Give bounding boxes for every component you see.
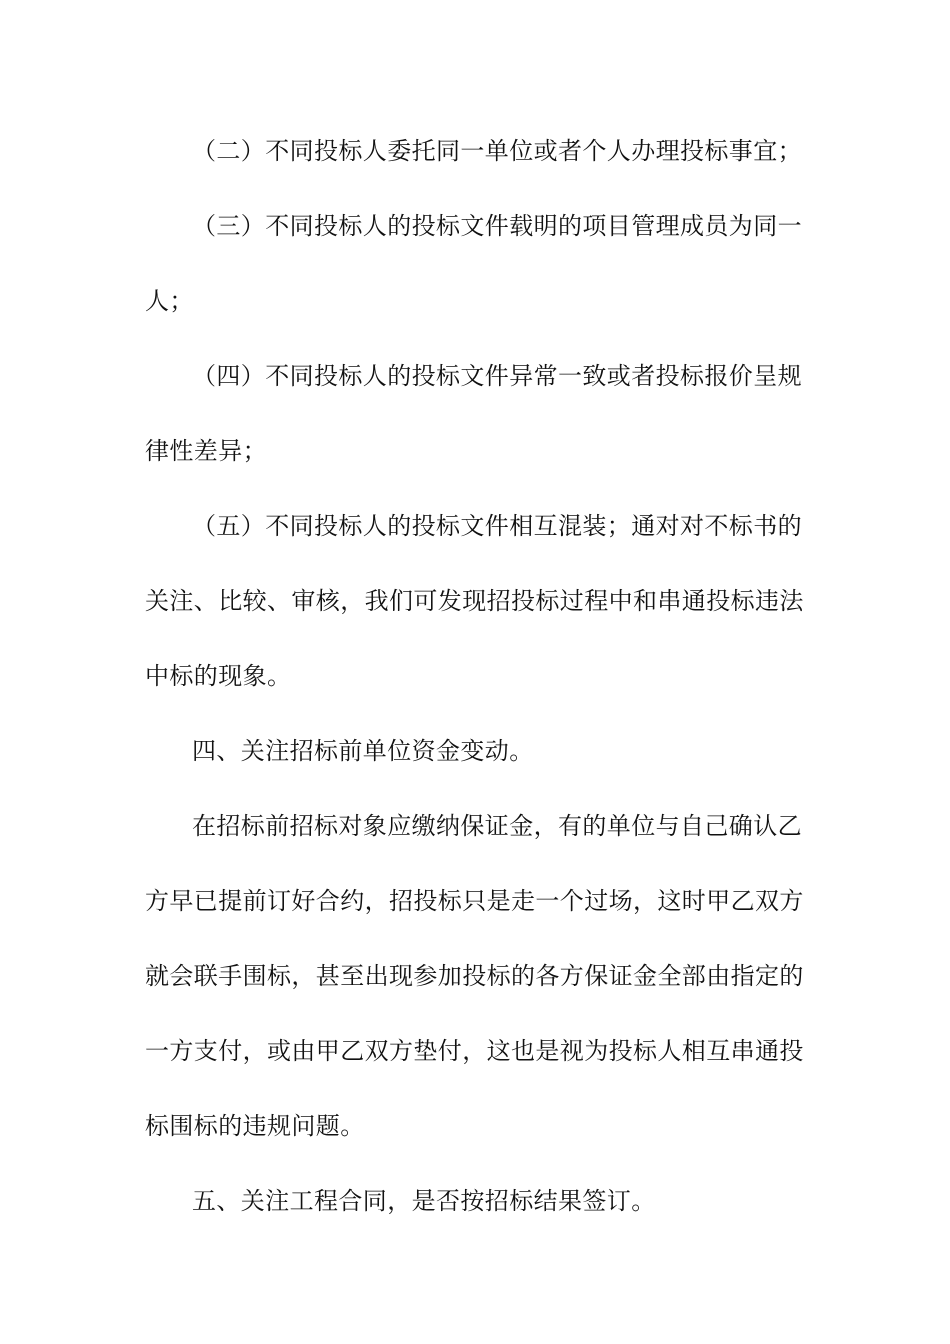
paragraph-line: （三）不同投标人的投标文件载明的项目管理成员为同一 xyxy=(192,212,802,240)
section-heading: 五、关注工程合同，是否按招标结果签订。 xyxy=(192,1187,656,1215)
paragraph-line: 方早已提前订好合约，招投标只是走一个过场，这时甲乙双方 xyxy=(145,887,804,915)
paragraph-line: 律性差异； xyxy=(145,437,267,465)
paragraph-line: （二）不同投标人委托同一单位或者个人办理投标事宜； xyxy=(192,137,802,165)
paragraph-line: （五）不同投标人的投标文件相互混装；通对对不标书的 xyxy=(192,512,802,540)
paragraph-line: 人； xyxy=(145,287,194,315)
paragraph-line: 标围标的违规问题。 xyxy=(145,1112,365,1140)
paragraph-line: 就会联手围标，甚至出现参加投标的各方保证金全部由指定的 xyxy=(145,962,804,990)
section-heading: 四、关注招标前单位资金变动。 xyxy=(192,737,534,765)
paragraph-line: 在招标前招标对象应缴纳保证金，有的单位与自己确认乙 xyxy=(192,812,802,840)
paragraph-line: （四）不同投标人的投标文件异常一致或者投标报价呈规 xyxy=(192,362,802,390)
paragraph-line: 关注、比较、审核，我们可发现招投标过程中和串通投标违法 xyxy=(145,587,804,615)
paragraph-line: 中标的现象。 xyxy=(145,662,292,690)
paragraph-line: 一方支付，或由甲乙双方垫付，这也是视为投标人相互串通投 xyxy=(145,1037,804,1065)
